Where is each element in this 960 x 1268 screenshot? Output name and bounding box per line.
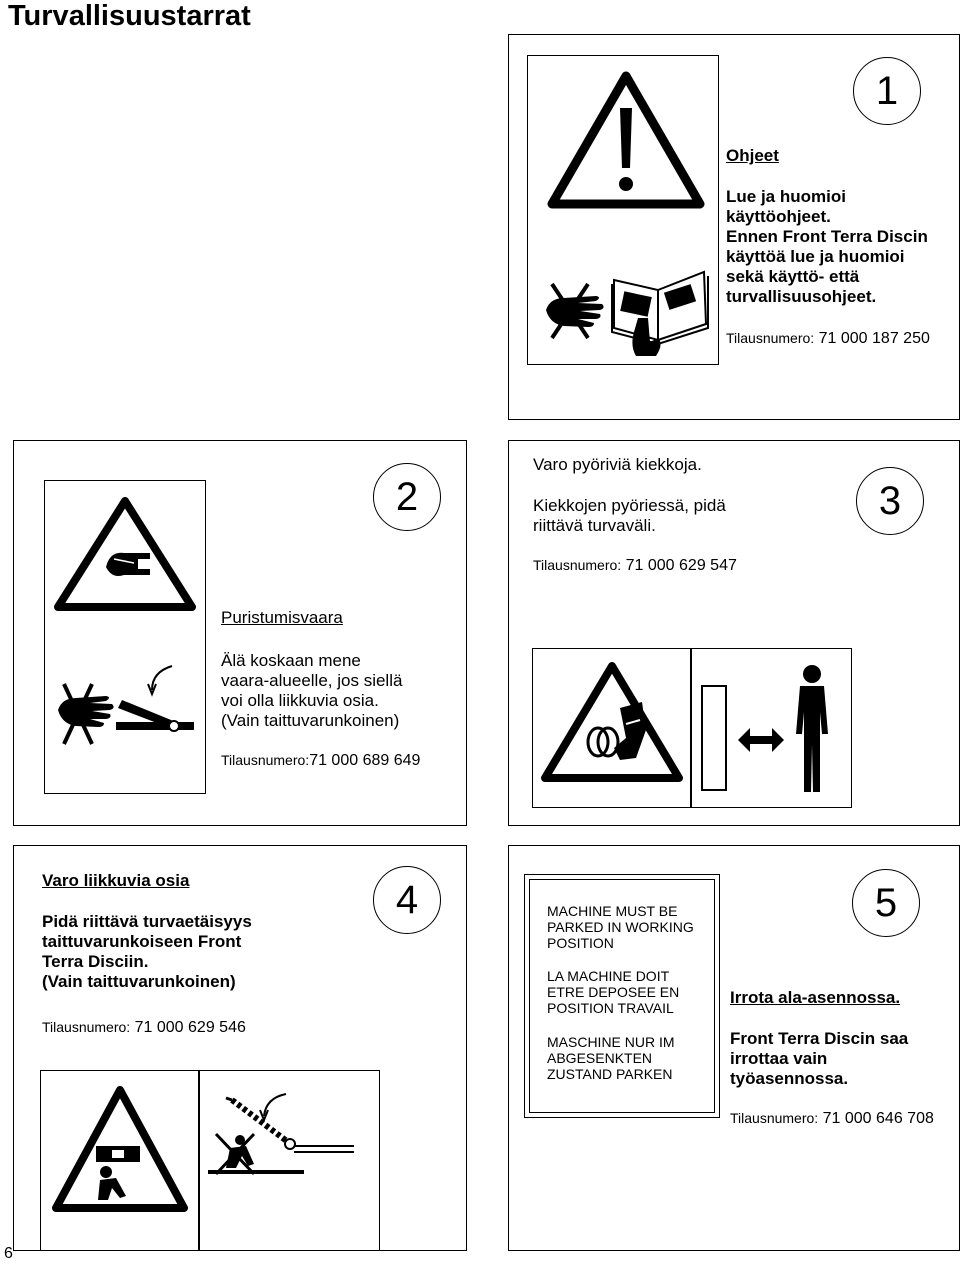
label-3-heading: Varo pyöriviä kiekkoja. <box>533 455 702 474</box>
label-2-text: Älä koskaan mene vaara-alueelle, jos siellä voi olla liikkuvia osia. (Vain taittuvarunkoinen) <box>221 651 403 730</box>
label-number-4: 4 <box>373 866 441 934</box>
page-number: 6 <box>4 1245 13 1262</box>
label-3-order-number: Tilausnumero: 71 000 629 547 <box>533 557 737 574</box>
label-2-heading: Puristumisvaara <box>221 608 343 627</box>
label-1-text: Lue ja huomioi käyttöohjeet. Ennen Front Terra Discin käyttöä lue ja huomioi sekä käyttö- että turvallisuusohjeet. <box>726 187 928 306</box>
label-1-order-number: Tilausnumero: 71 000 187 250 <box>726 330 930 347</box>
label-number-5: 5 <box>852 869 920 937</box>
label-1-heading: Ohjeet <box>726 146 779 165</box>
label-4-divider <box>198 1070 200 1251</box>
label-3-divider <box>690 648 692 808</box>
label-number-2: 2 <box>373 463 441 531</box>
label-5-order-number: Tilausnumero: 71 000 646 708 <box>730 1110 934 1127</box>
machine-text-german: MASCHINE NUR IM ABGESENKTEN ZUSTAND PARKEN <box>547 1034 675 1082</box>
crossed-hand-hinge-icon <box>56 660 196 750</box>
label-number-1: 1 <box>853 57 921 125</box>
label-4-text: Pidä riittävä turvaetäisyys taittuvarunkoiseen Front Terra Disciin. (Vain taittuvarunkoinen) <box>42 912 252 991</box>
label-4-order-number: Tilausnumero: 71 000 629 546 <box>42 1019 246 1036</box>
label-2-order-number: Tilausnumero:71 000 689 649 <box>221 752 421 769</box>
page-title: Turvallisuustarrat <box>8 0 251 32</box>
manual-book-icon <box>608 262 712 358</box>
rotating-disc-hazard-icon <box>540 660 685 785</box>
label-4-heading: Varo liikkuvia osia <box>42 871 190 890</box>
label-number-3: 3 <box>856 467 924 535</box>
safety-distance-icon <box>698 662 848 797</box>
falling-load-hazard-icon <box>50 1084 190 1214</box>
folding-frame-crossed-person-icon <box>206 1090 356 1180</box>
machine-text-french: LA MACHINE DOIT ETRE DEPOSEE EN POSITION TRAVAIL <box>547 968 680 1016</box>
label-5-heading: Irrota ala-asennossa. <box>730 988 901 1007</box>
machine-text-english: MACHINE MUST BE PARKED IN WORKING POSITION <box>547 903 694 951</box>
label-5-text: Front Terra Discin saa irrottaa vain työasennossa. <box>730 1029 909 1088</box>
crossed-hand-icon <box>538 280 608 340</box>
warning-exclamation-icon <box>546 70 706 210</box>
label-3-text: Kiekkojen pyöriessä, pidä riittävä turvaväli. <box>533 496 726 535</box>
crush-hazard-icon <box>52 495 198 613</box>
